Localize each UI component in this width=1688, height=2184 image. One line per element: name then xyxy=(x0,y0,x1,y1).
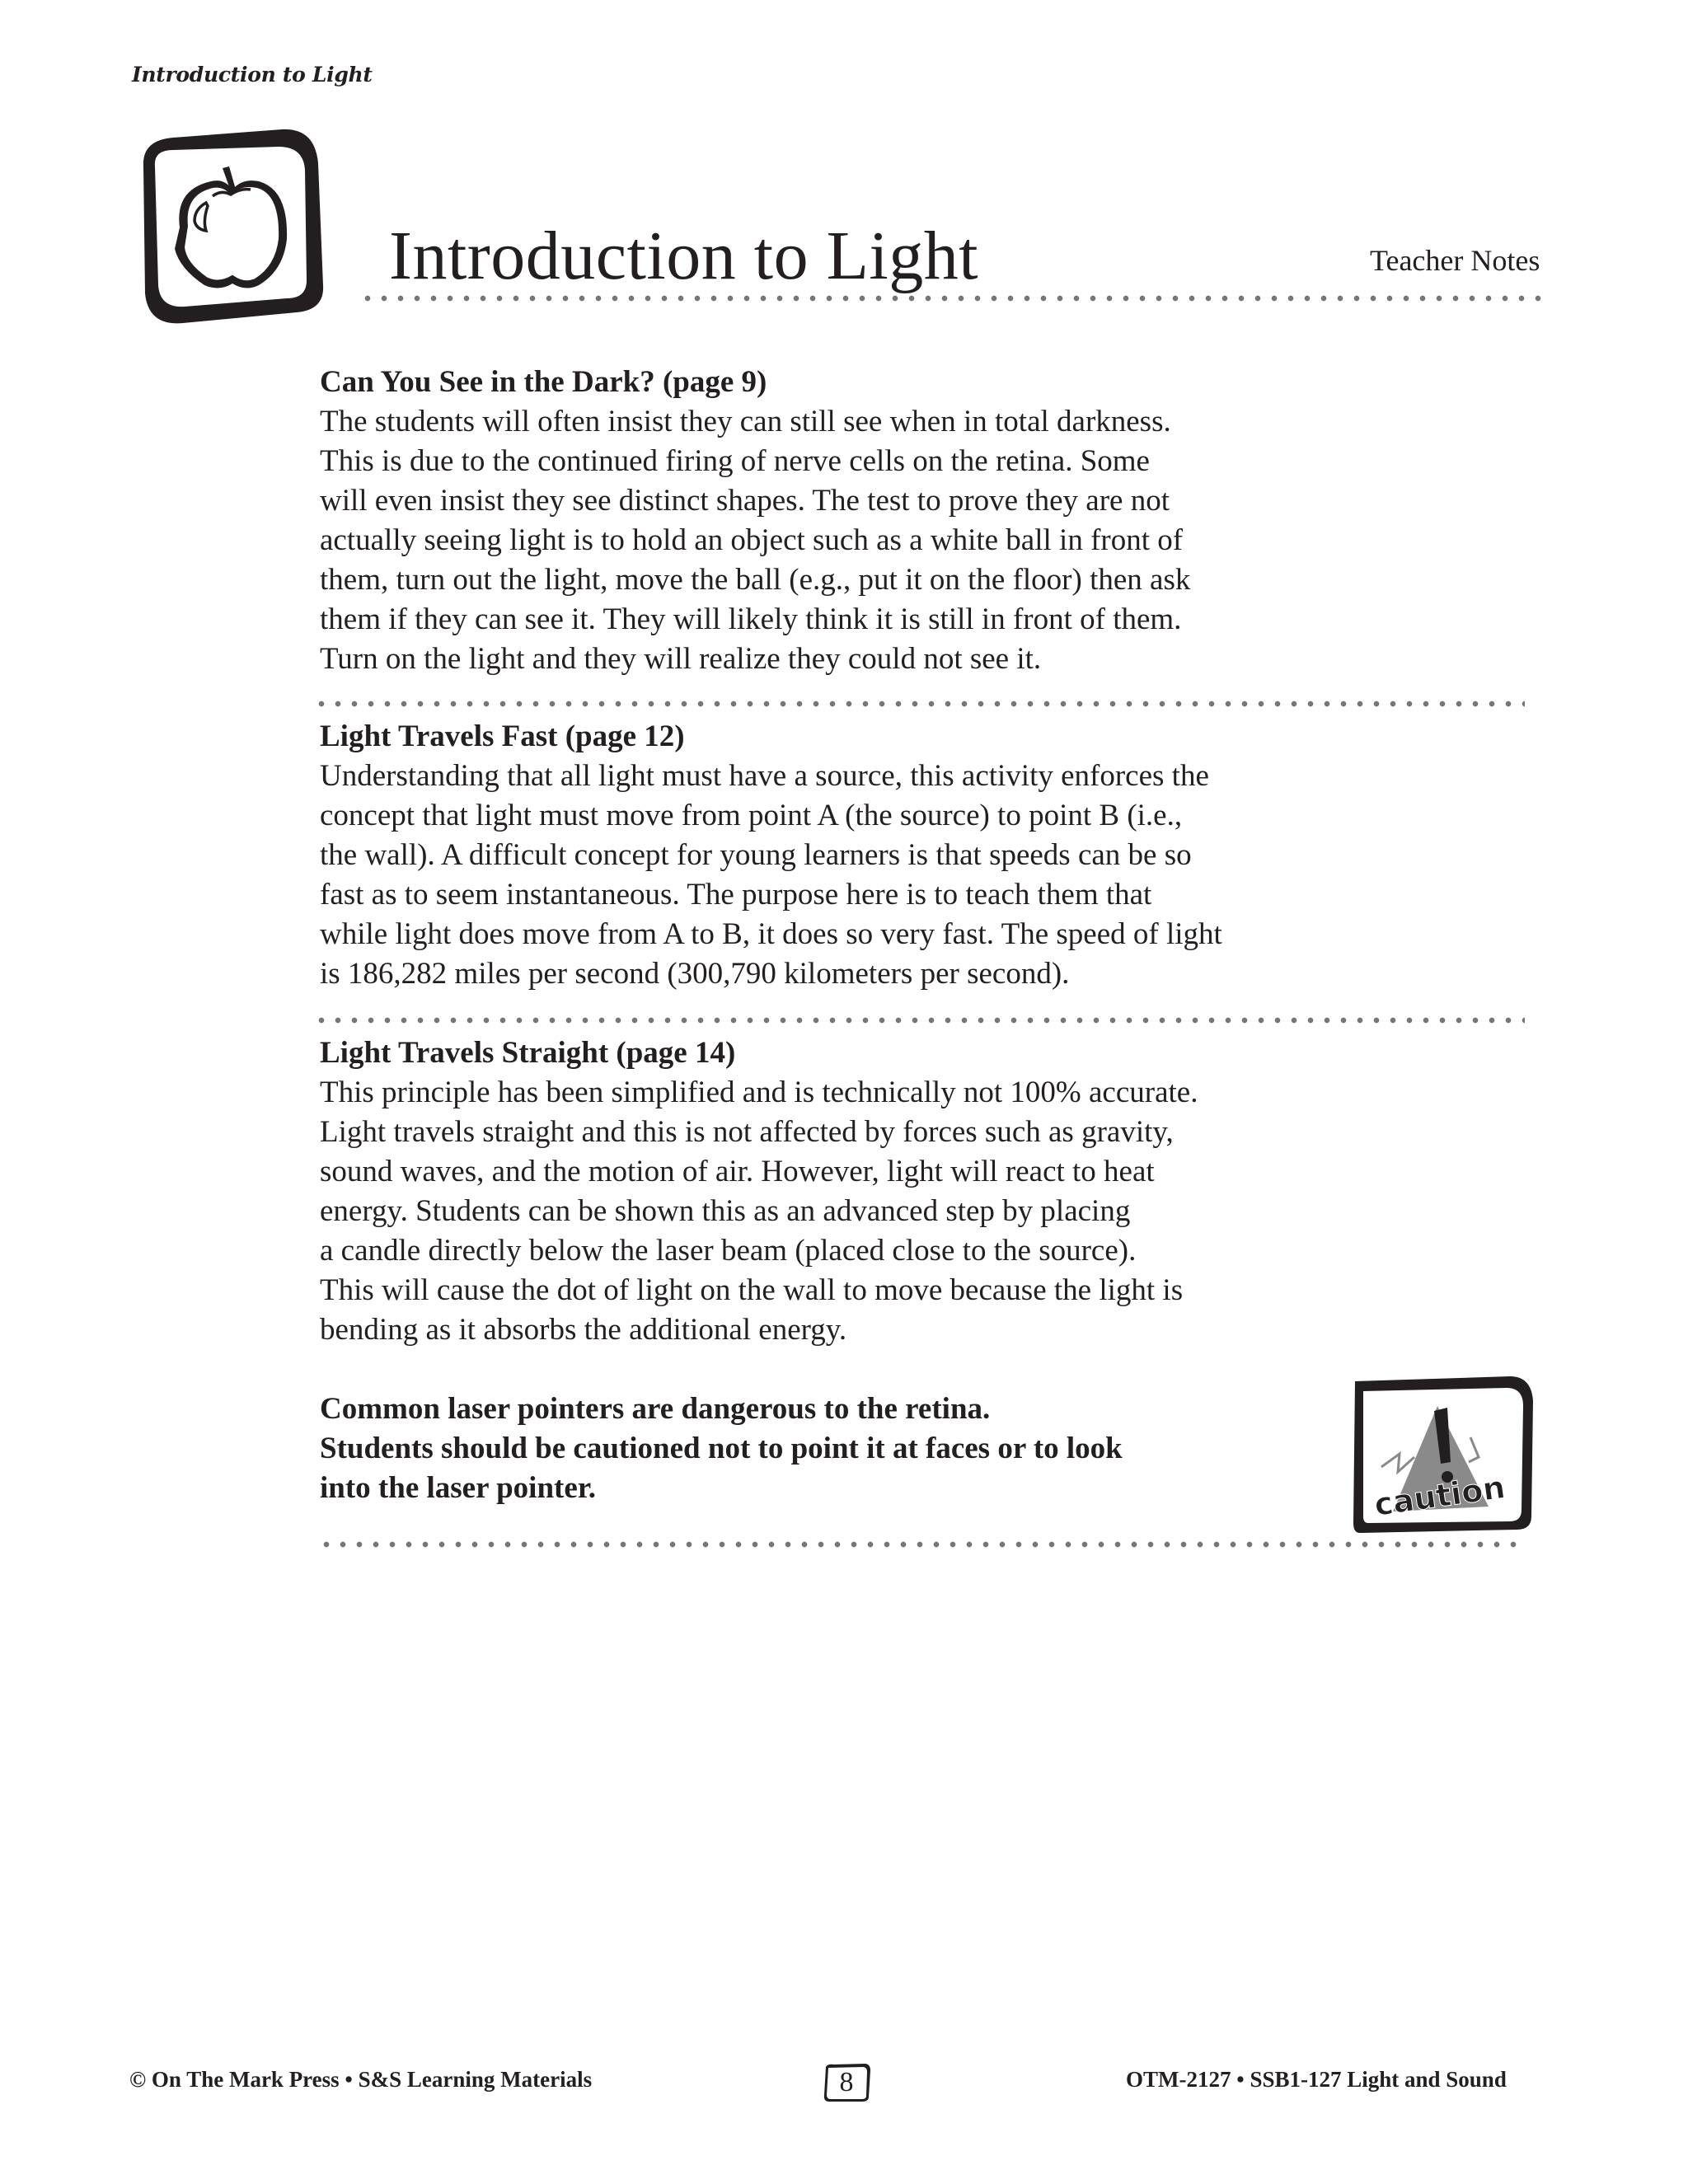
body-line: Understanding that all light must have a source, this activity enforces the xyxy=(320,759,1209,793)
page-number: 8 xyxy=(839,2067,854,2097)
body-line: bending as it absorbs the additional energy. xyxy=(320,1313,847,1347)
body-line: Light travels straight and this is not affected by forces such as gravity, xyxy=(320,1115,1174,1149)
section-see-in-dark xyxy=(320,363,1383,679)
apple-icon xyxy=(125,124,328,326)
body-line: Turn on the light and they will realize they could not see it. xyxy=(320,642,1042,676)
section-divider xyxy=(313,1017,1525,1024)
body-line: energy. Students can be shown this as an advanced step by placing xyxy=(320,1194,1131,1228)
body-line: This principle has been simplified and is technically not 100% accurate. xyxy=(320,1076,1198,1109)
body-line: concept that light must move from point A (the source) to point B (i.e., xyxy=(320,799,1183,832)
running-header: Introduction to Light xyxy=(132,63,373,87)
section-divider xyxy=(318,1541,1525,1548)
body-line: actually seeing light is to hold an object such as a white ball in front of xyxy=(320,523,1184,557)
body-line: a candle directly below the laser beam (placed close to the source). xyxy=(320,1234,1137,1268)
body-line: The students will often insist they can still see when in total darkness. xyxy=(320,405,1171,438)
svg-text:caution: caution xyxy=(1372,1469,1507,1523)
body-line: fast as to seem instantaneous. The purpose here is to teach them that xyxy=(320,878,1152,912)
section-heading: Light Travels Fast (page 12) xyxy=(320,719,685,753)
section-heading: Light Travels Straight (page 14) xyxy=(320,1036,736,1070)
body-line: them if they can see it. They will likely think it is still in front of them. xyxy=(320,602,1182,636)
warning-line: Common laser pointers are dangerous to the retina. xyxy=(320,1392,991,1426)
section-divider xyxy=(313,701,1525,707)
section-heading: Can You See in the Dark? (page 9) xyxy=(320,365,767,399)
body-line: while light does move from A to B, it does so very fast. The speed of light xyxy=(320,917,1222,951)
page-title: Introduction to Light xyxy=(389,218,979,294)
laser-warning xyxy=(320,1390,1325,1508)
section-light-travels-straight xyxy=(320,1033,1383,1350)
body-line: sound waves, and the motion of air. However, light will react to heat xyxy=(320,1155,1155,1188)
body-line: This will cause the dot of light on the wall to move because the light is xyxy=(320,1273,1184,1307)
body-line: is 186,282 miles per second (300,790 kilometers per second). xyxy=(320,957,1070,991)
body-line: This is due to the continued firing of nerve cells on the retina. Some xyxy=(320,444,1150,478)
warning-line: Students should be cautioned not to point it at faces or to look xyxy=(320,1432,1123,1465)
body-line: them, turn out the light, move the ball (e.g., put it on the floor) then ask xyxy=(320,563,1191,597)
body-line: will even insist they see distinct shapes. The test to prove they are not xyxy=(320,484,1170,518)
section-light-travels-fast xyxy=(320,717,1383,994)
footer-copyright: © On The Mark Press • S&S Learning Materials xyxy=(129,2067,593,2092)
body-line: the wall). A difficult concept for young learners is that speeds can be so xyxy=(320,838,1192,872)
caution-icon xyxy=(1348,1371,1536,1535)
footer-product-code: OTM-2127 • SSB1-127 Light and Sound xyxy=(1126,2067,1507,2092)
warning-line: into the laser pointer. xyxy=(320,1471,597,1505)
title-divider xyxy=(359,295,1546,302)
page-subtitle: Teacher Notes xyxy=(1370,244,1540,277)
